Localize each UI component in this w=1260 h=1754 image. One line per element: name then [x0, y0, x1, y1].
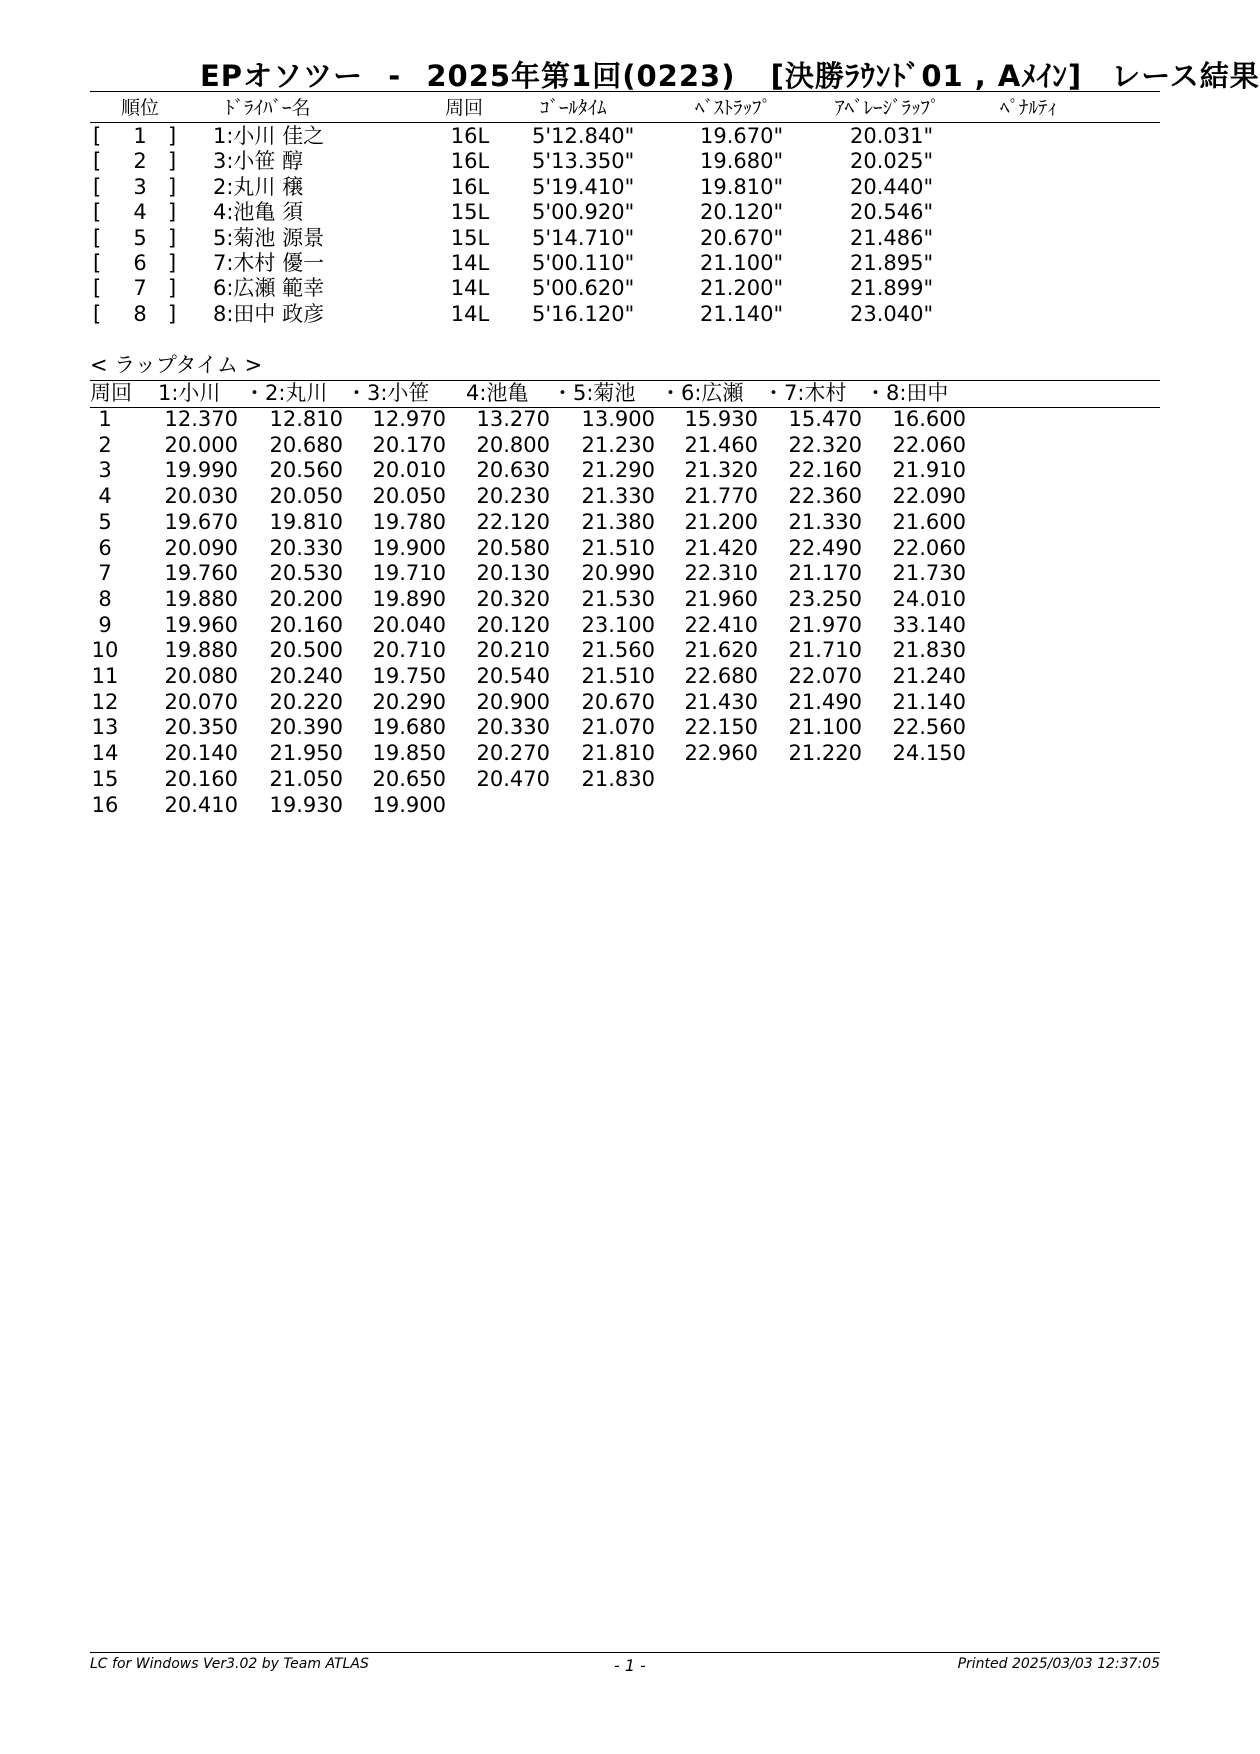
lap-time: 21.100 — [788, 715, 862, 740]
lap-time: 22.070 — [788, 664, 862, 688]
lap-time: 20.050 — [269, 484, 343, 509]
lap-time: 21.330 — [581, 484, 655, 509]
lap-time: 21.490 — [788, 689, 862, 714]
bracket-close: ] — [168, 301, 177, 326]
lap-time: 22.320 — [788, 432, 862, 457]
lap-time: 20.410 — [164, 792, 238, 817]
lap-number: 16 — [91, 792, 119, 817]
lap-time: 19.850 — [372, 741, 446, 766]
lap-time: 22.120 — [476, 509, 550, 534]
lap-time: 22.150 — [684, 715, 758, 740]
lap-count: 15L — [450, 200, 490, 225]
lap-time: 20.070 — [164, 689, 238, 714]
lap-time: 20.000 — [164, 432, 238, 457]
lap-time: 20.050 — [372, 484, 446, 509]
lap-count: 14L — [450, 276, 490, 301]
driver-name: 3:小笹 醇 — [213, 149, 304, 174]
position: 5 — [133, 225, 147, 250]
lap-number: 6 — [98, 535, 112, 560]
lap-time: 20.500 — [269, 638, 343, 663]
lap-time: 20.160 — [269, 612, 343, 637]
position: 8 — [133, 301, 147, 326]
bracket-close: ] — [168, 251, 177, 275]
lap-time: 21.970 — [788, 612, 862, 637]
lap-time: 21.290 — [581, 458, 655, 483]
lap-time: 20.230 — [476, 484, 550, 509]
results-col-header: 周回 — [445, 97, 484, 119]
lap-time: 22.560 — [892, 715, 966, 740]
lap-col-header: ・3:小笹 — [346, 381, 430, 405]
lap-time: 22.160 — [788, 458, 862, 483]
lap-time: 21.140 — [892, 689, 966, 714]
goal-time: 5'19.410" — [532, 174, 635, 199]
lap-time: 20.350 — [164, 715, 238, 740]
lap-time: 20.210 — [476, 638, 550, 663]
lap-time: 19.710 — [372, 561, 446, 586]
best-lap: 21.100" — [700, 251, 784, 275]
lap-time: 20.270 — [476, 741, 550, 766]
lap-time: 22.490 — [788, 535, 862, 560]
lap-time: 22.960 — [684, 741, 758, 766]
average-lap: 21.895" — [850, 251, 934, 275]
lap-time: 20.530 — [269, 561, 343, 586]
lap-time: 20.560 — [269, 458, 343, 483]
position: 2 — [133, 149, 147, 174]
lap-number: 9 — [98, 612, 112, 637]
lap-number: 2 — [98, 432, 112, 457]
lap-time: 21.510 — [581, 664, 655, 688]
best-lap: 21.200" — [700, 276, 784, 301]
lap-time: 22.310 — [684, 561, 758, 586]
average-lap: 23.040" — [850, 301, 934, 326]
goal-time: 5'12.840" — [532, 124, 635, 148]
driver-name: 5:菊池 源景 — [213, 225, 325, 250]
lap-time: 21.430 — [684, 689, 758, 714]
lap-time: 23.250 — [788, 586, 862, 611]
driver-name: 8:田中 政彦 — [213, 301, 325, 326]
lap-number: 15 — [91, 766, 119, 791]
lap-col-header: 1:小川 — [158, 381, 221, 405]
lap-time: 22.060 — [892, 432, 966, 457]
lap-time: 20.330 — [269, 535, 343, 560]
lap-time: 20.220 — [269, 689, 343, 714]
lap-time: 13.900 — [581, 407, 655, 431]
lap-time: 19.890 — [372, 586, 446, 611]
results-col-header: ﾄﾞﾗｲﾊﾞｰ名 — [225, 97, 311, 119]
best-lap: 19.670" — [700, 124, 784, 148]
lap-time: 19.670 — [164, 509, 238, 534]
report-title — [200, 54, 1260, 95]
lap-time: 19.810 — [269, 509, 343, 534]
driver-name: 7:木村 優一 — [213, 251, 325, 275]
lap-number: 11 — [91, 664, 119, 688]
results-col-header: 順位 — [120, 97, 159, 119]
lap-time: 20.330 — [476, 715, 550, 740]
lap-time: 20.160 — [164, 766, 238, 791]
average-lap: 20.025" — [850, 149, 934, 174]
lap-time: 21.710 — [788, 638, 862, 663]
lap-time: 20.990 — [581, 561, 655, 586]
goal-time: 5'13.350" — [532, 149, 635, 174]
lap-time: 23.100 — [581, 612, 655, 637]
lap-time: 19.930 — [269, 792, 343, 817]
lap-number: 1 — [98, 407, 112, 431]
lap-time: 19.960 — [164, 612, 238, 637]
lap-time: 20.090 — [164, 535, 238, 560]
lap-time: 20.130 — [476, 561, 550, 586]
lap-count: 14L — [450, 251, 490, 275]
lap-time: 15.930 — [684, 407, 758, 431]
driver-name: 1:小川 佳之 — [213, 124, 325, 148]
bracket-open: [ — [93, 276, 102, 301]
lap-time: 20.470 — [476, 766, 550, 791]
lap-count: 15L — [450, 225, 490, 250]
lap-count: 16L — [450, 149, 490, 174]
lap-time: 20.030 — [164, 484, 238, 509]
event-name: EPオソツー — [200, 59, 364, 93]
lap-number: 12 — [91, 689, 119, 714]
lap-time: 19.880 — [164, 638, 238, 663]
lap-time: 21.200 — [684, 509, 758, 534]
lap-time: 20.800 — [476, 432, 550, 457]
lap-time: 21.620 — [684, 638, 758, 663]
lap-time: 12.970 — [372, 407, 446, 431]
goal-time: 5'00.620" — [532, 276, 635, 301]
bracket-open: [ — [93, 200, 102, 225]
lap-number: 14 — [91, 741, 119, 766]
lap-time: 20.320 — [476, 586, 550, 611]
lap-time: 20.900 — [476, 689, 550, 714]
lap-time: 19.680 — [372, 715, 446, 740]
lap-time: 20.120 — [476, 612, 550, 637]
lap-time: 21.810 — [581, 741, 655, 766]
lap-time: 21.960 — [684, 586, 758, 611]
lap-number: 13 — [91, 715, 119, 740]
lap-time: 20.390 — [269, 715, 343, 740]
goal-time: 5'00.110" — [532, 251, 635, 275]
lap-time: 22.410 — [684, 612, 758, 637]
bracket-close: ] — [168, 276, 177, 301]
goal-time: 5'00.920" — [532, 200, 635, 225]
lap-col-header: ・2:丸川 — [244, 381, 328, 405]
lap-time: 22.680 — [684, 664, 758, 688]
bracket-close: ] — [168, 174, 177, 199]
lap-time: 21.230 — [581, 432, 655, 457]
lap-time: 20.680 — [269, 432, 343, 457]
best-lap: 20.120" — [700, 200, 784, 225]
driver-name: 4:池亀 須 — [213, 200, 304, 225]
lap-time: 21.240 — [892, 664, 966, 688]
session-name: [決勝ﾗｳﾝﾄﾞ01 , Aﾒｲﾝ] — [770, 59, 1083, 93]
lap-time: 19.900 — [372, 535, 446, 560]
average-lap: 21.486" — [850, 225, 934, 250]
position: 6 — [133, 251, 147, 275]
lap-time: 12.370 — [164, 407, 238, 431]
average-lap: 20.031" — [850, 124, 934, 148]
lap-time: 33.140 — [892, 612, 966, 637]
lap-time: 19.990 — [164, 458, 238, 483]
bracket-close: ] — [168, 225, 177, 250]
bracket-open: [ — [93, 149, 102, 174]
lap-col-header: 4:池亀 — [466, 381, 529, 405]
lap-time: 13.270 — [476, 407, 550, 431]
position: 4 — [133, 200, 147, 225]
bracket-open: [ — [93, 124, 102, 148]
lap-col-header: ・6:広瀬 — [660, 381, 744, 405]
lap-time: 19.880 — [164, 586, 238, 611]
lap-time: 20.240 — [269, 664, 343, 688]
average-lap: 21.899" — [850, 276, 934, 301]
lap-number: 8 — [98, 586, 112, 611]
lap-time: 21.600 — [892, 509, 966, 534]
lap-time: 12.810 — [269, 407, 343, 431]
lap-time: 20.170 — [372, 432, 446, 457]
lap-time: 21.420 — [684, 535, 758, 560]
lap-count: 14L — [450, 301, 490, 326]
round-name: 2025年第1回(0223) — [426, 59, 736, 93]
lap-number: 3 — [98, 458, 112, 483]
bracket-close: ] — [168, 124, 177, 148]
lap-time: 21.070 — [581, 715, 655, 740]
lap-count: 16L — [450, 174, 490, 199]
best-lap: 21.140" — [700, 301, 784, 326]
goal-time: 5'16.120" — [532, 301, 635, 326]
average-lap: 20.546" — [850, 200, 934, 225]
lap-time: 21.170 — [788, 561, 862, 586]
lap-time: 21.910 — [892, 458, 966, 483]
lap-col-header: ・7:木村 — [763, 381, 847, 405]
lap-time: 21.220 — [788, 741, 862, 766]
driver-name: 6:広瀬 範幸 — [213, 276, 325, 301]
lap-time: 22.090 — [892, 484, 966, 509]
best-lap: 19.680" — [700, 149, 784, 174]
driver-name: 2:丸川 穣 — [213, 174, 304, 199]
lap-time: 20.670 — [581, 689, 655, 714]
lap-time: 21.050 — [269, 766, 343, 791]
best-lap: 19.810" — [700, 174, 784, 199]
lap-time: 20.580 — [476, 535, 550, 560]
lap-time: 21.730 — [892, 561, 966, 586]
lap-number: 5 — [98, 509, 112, 534]
lap-time: 21.380 — [581, 509, 655, 534]
lap-time: 16.600 — [892, 407, 966, 431]
lap-time: 20.040 — [372, 612, 446, 637]
bracket-open: [ — [93, 301, 102, 326]
doc-type: レース結果 — [1111, 59, 1260, 93]
footer-printed: Printed 2025/03/03 12:37:05 — [957, 1656, 1160, 1672]
lap-time: 19.750 — [372, 664, 446, 688]
results-col-header: ﾍﾞｽﾄﾗｯﾌﾟ — [695, 97, 772, 119]
lap-time: 20.540 — [476, 664, 550, 688]
bracket-close: ] — [168, 200, 177, 225]
lap-time: 21.770 — [684, 484, 758, 509]
lap-count: 16L — [450, 124, 490, 148]
lap-time: 20.290 — [372, 689, 446, 714]
lap-time: 20.140 — [164, 741, 238, 766]
lap-time: 20.200 — [269, 586, 343, 611]
lap-time: 20.630 — [476, 458, 550, 483]
lap-time: 15.470 — [788, 407, 862, 431]
title-dash: - — [388, 59, 402, 93]
lap-col-header: ・8:田中 — [865, 381, 949, 405]
results-col-header: ﾍﾟﾅﾙﾃｨ — [1000, 97, 1058, 119]
goal-time: 5'14.710" — [532, 225, 635, 250]
lap-col-header: ・5:菊池 — [552, 381, 636, 405]
lap-time: 21.560 — [581, 638, 655, 663]
position: 3 — [133, 174, 147, 199]
lap-time: 24.150 — [892, 741, 966, 766]
lap-time: 21.510 — [581, 535, 655, 560]
footer-line — [90, 1652, 1160, 1653]
results-col-header: ｺﾞｰﾙﾀｲﾑ — [540, 97, 607, 119]
lap-time: 22.360 — [788, 484, 862, 509]
lap-time: 21.330 — [788, 509, 862, 534]
lap-time: 22.060 — [892, 535, 966, 560]
lap-times-label: < ラップタイム > — [90, 353, 263, 377]
lap-time: 21.830 — [581, 766, 655, 791]
bracket-open: [ — [93, 251, 102, 275]
lap-time: 20.010 — [372, 458, 446, 483]
lap-time: 21.950 — [269, 741, 343, 766]
bracket-close: ] — [168, 149, 177, 174]
results-col-header: ｱﾍﾞﾚｰｼﾞﾗｯﾌﾟ — [835, 97, 940, 119]
title-underline — [90, 91, 1160, 92]
lap-time: 19.900 — [372, 792, 446, 817]
lap-time: 20.710 — [372, 638, 446, 663]
position: 7 — [133, 276, 147, 301]
lap-time: 20.650 — [372, 766, 446, 791]
lap-col-header: 周回 — [90, 381, 132, 405]
lap-time: 21.830 — [892, 638, 966, 663]
lap-time: 24.010 — [892, 586, 966, 611]
position: 1 — [133, 124, 147, 148]
average-lap: 20.440" — [850, 174, 934, 199]
page-number: - 1 - — [614, 1656, 646, 1675]
lap-time: 21.460 — [684, 432, 758, 457]
bracket-open: [ — [93, 225, 102, 250]
best-lap: 20.670" — [700, 225, 784, 250]
lap-number: 4 — [98, 484, 112, 509]
lap-time: 21.530 — [581, 586, 655, 611]
lap-time: 19.760 — [164, 561, 238, 586]
footer-software: LC for Windows Ver3.02 by Team ATLAS — [90, 1656, 369, 1672]
lap-time: 21.320 — [684, 458, 758, 483]
lap-number: 7 — [98, 561, 112, 586]
lap-number: 10 — [91, 638, 119, 663]
lap-time: 20.080 — [164, 664, 238, 688]
lap-time: 19.780 — [372, 509, 446, 534]
results-header-underline — [90, 122, 1160, 123]
bracket-open: [ — [93, 174, 102, 199]
